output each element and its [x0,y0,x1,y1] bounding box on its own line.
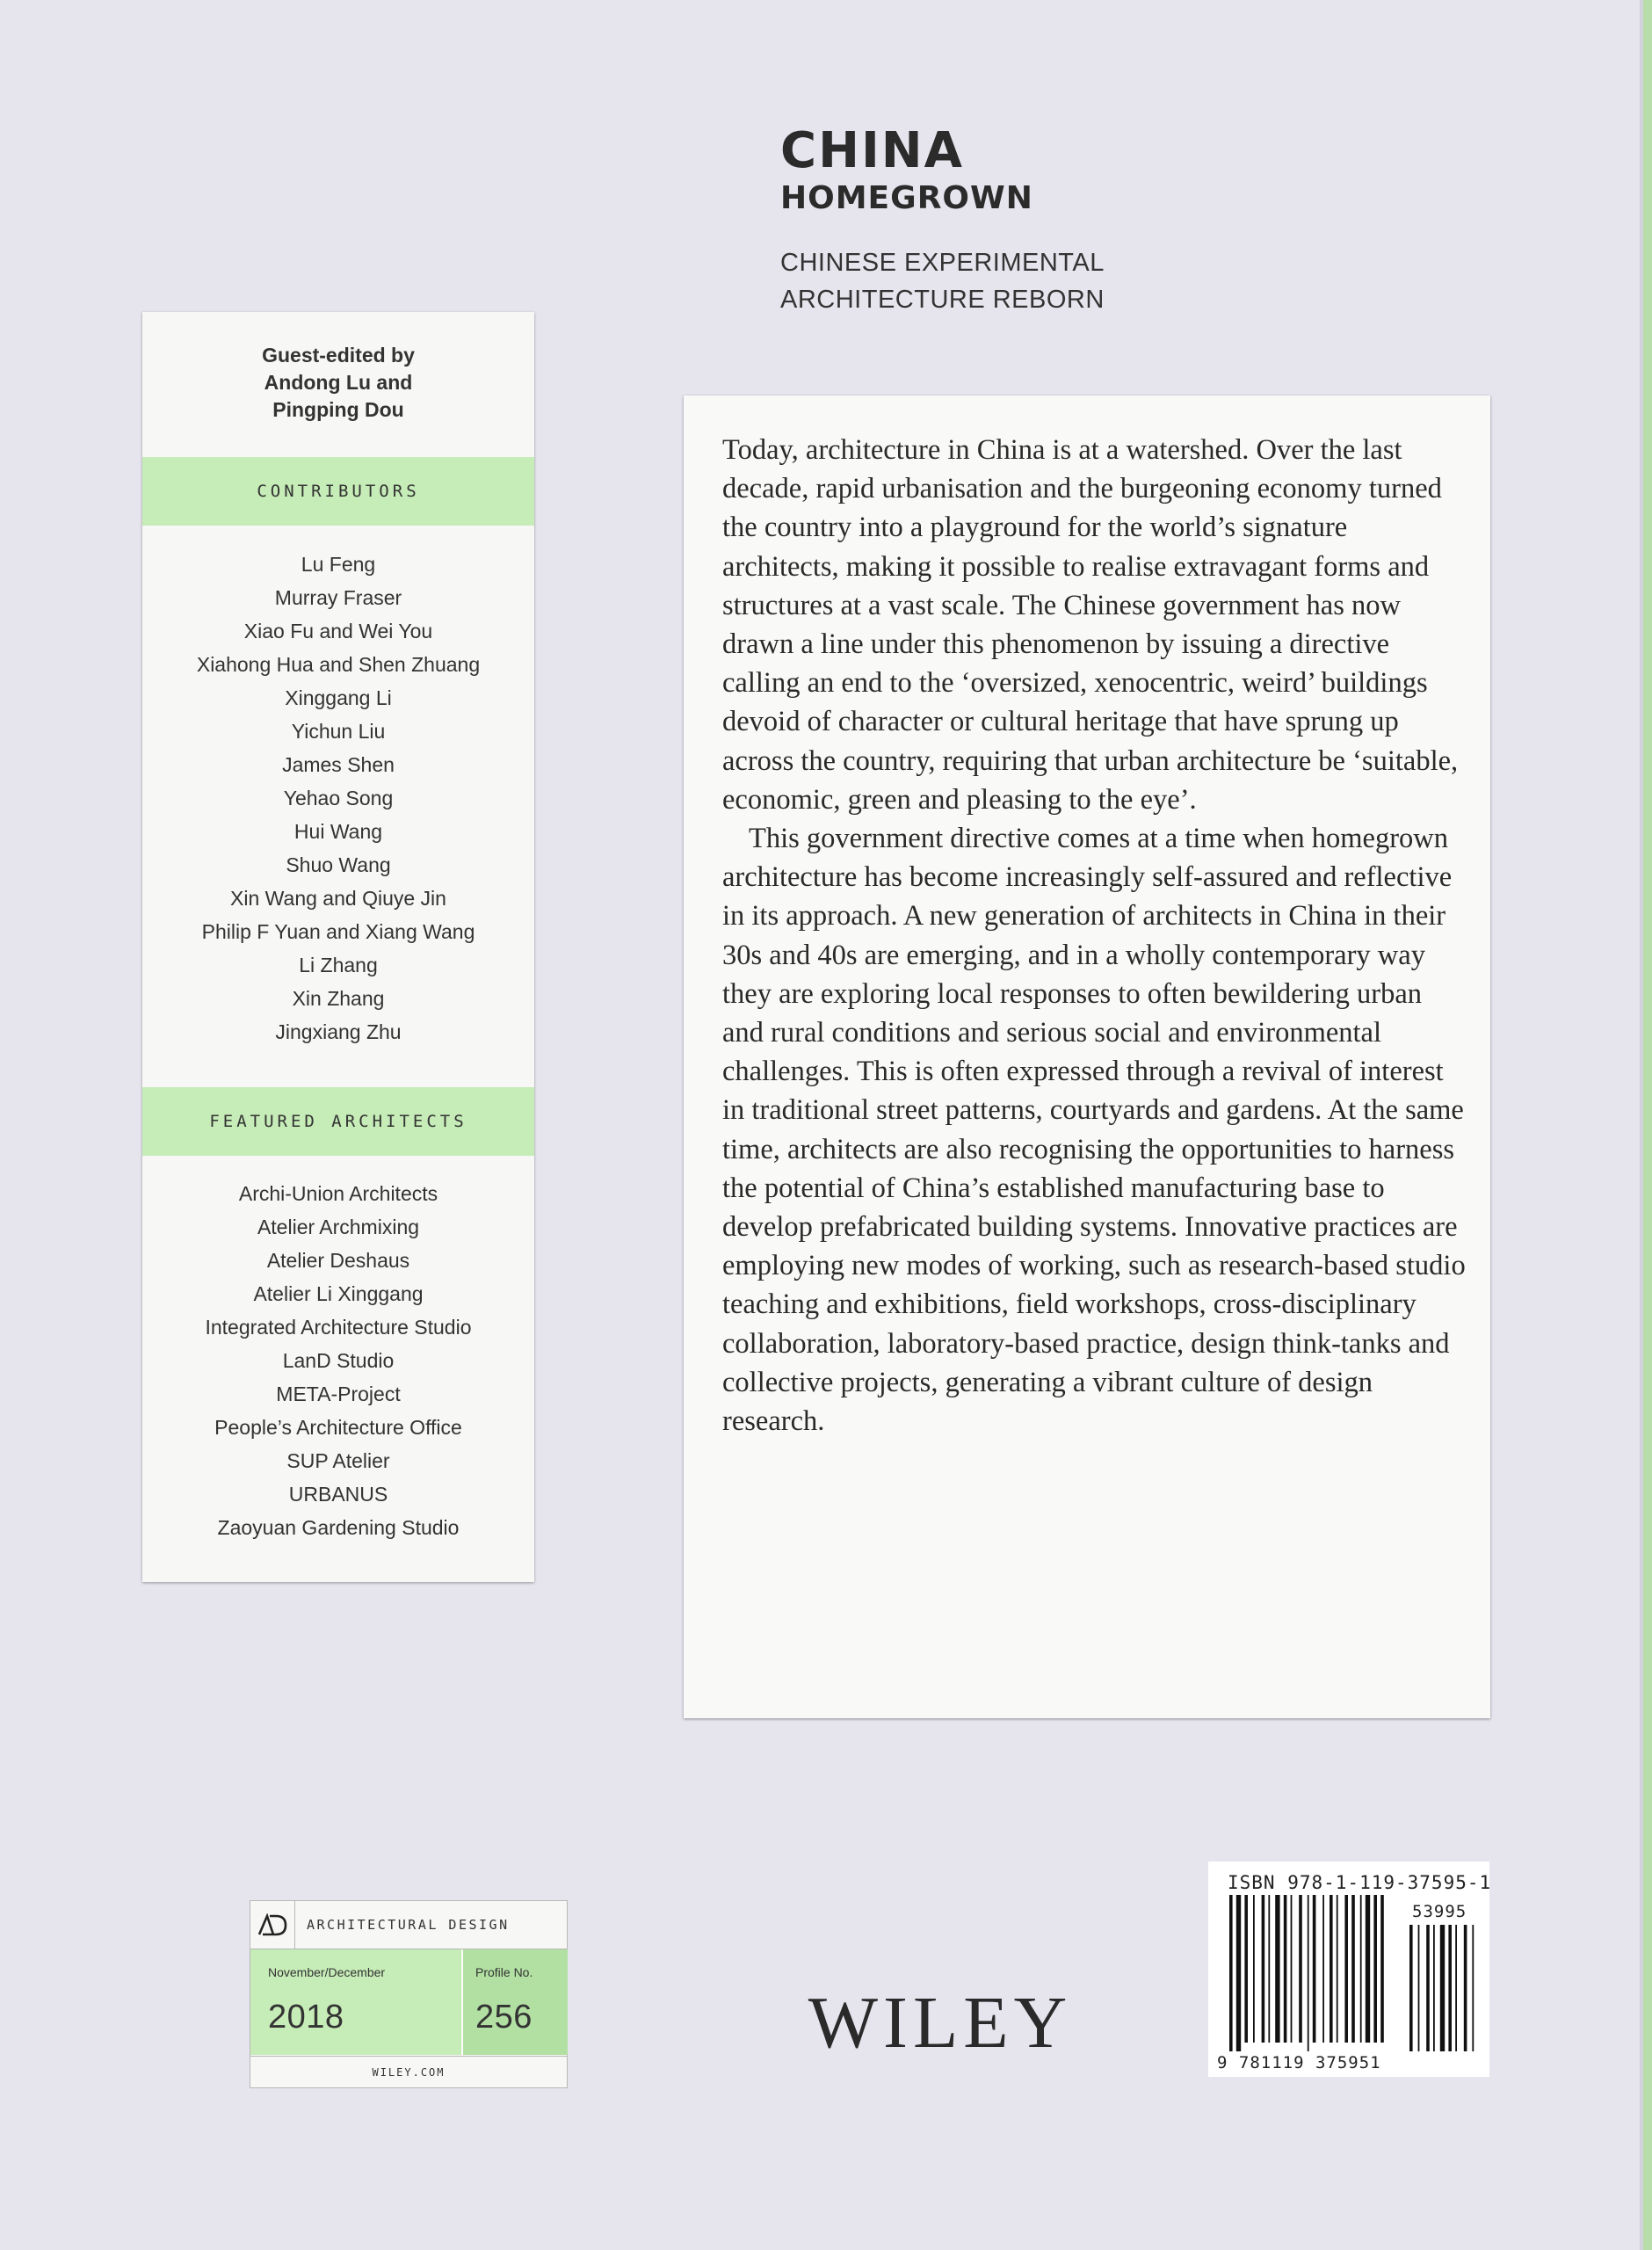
blurb-text [722,431,1469,1441]
barcode-bar [1313,1895,1316,2043]
contributors-list [142,548,534,1049]
barcode-bar [1244,1895,1248,2043]
barcode-bar [1373,1895,1377,2043]
issue-label: November/December [268,1965,386,1979]
barcode-bar [1351,1895,1355,2043]
addon-barcode-bar [1433,1925,1435,2051]
blurb-paragraph: Today, architecture in China is at a watershed. Over the last decade, rapid urbanisation and the burgeoning economy turned the country into a playground for the world’s signature architects, making it possible to realise extravagant forms and structures at a vast scale. The Chinese government has now drawn a line under this phenomenon by issuing a directive calling an end to the ‘oversized, xenocentric, weird’ buildings devoid of character or cultural heritage that have sprung up across the country, requiring that urban architecture be ‘suitable, economic, green and pleasing to the eye’. [722,434,1459,816]
description-line: ARCHITECTURE REBORN [780,286,1105,314]
addon-barcode-bar [1455,1925,1457,2051]
book-description [780,244,1105,318]
contributor-name: Lu Feng [301,553,376,576]
addon-barcode-bar [1448,1925,1452,2051]
badge-profile [462,1949,568,2055]
barcode-bar [1344,1895,1348,2043]
publisher-logo: WILEY [808,1982,1073,2064]
contributor-name: Philip F Yuan and Xiang Wang [201,920,475,943]
editors-line: Andong Lu and [264,371,413,394]
barcode-bar [1380,1895,1384,2043]
cover-edge-green [1643,0,1652,2250]
barcode-number: 9 781119 375951 [1217,2053,1381,2072]
addon-barcode-bar [1418,1925,1420,2051]
contributors-panel [142,312,534,1582]
architectural-design-badge [250,1900,568,2088]
isbn-text: ISBN 978-1-119-37595-1 [1228,1872,1492,1893]
architect-name: Integrated Architecture Studio [205,1316,472,1339]
architect-name: Atelier Li Xinggang [253,1282,424,1305]
addon-barcode-bar [1426,1925,1430,2051]
architect-name: Atelier Deshaus [266,1249,410,1272]
title-block [780,123,1105,318]
profile-number: 256 [475,1999,533,2036]
barcode-bar [1337,1895,1338,2043]
book-subtitle: HOMEGROWN [780,180,1033,216]
badge-header [250,1901,567,1949]
contributor-name: Xin Zhang [292,987,385,1010]
barcode-bar [1291,1895,1293,2043]
addon-barcode-bar [1472,1925,1474,2051]
contributor-name: Jingxiang Zhu [275,1020,402,1043]
barcode-bar [1322,1895,1324,2043]
editors-line: Pingping Dou [272,398,404,421]
featured-architects-heading: FEATURED ARCHITECTS [142,1087,534,1156]
barcode-bar [1229,1895,1233,2051]
contributor-name: Xin Wang and Qiuye Jin [230,887,446,910]
architect-name: Zaoyuan Gardening Studio [217,1516,460,1539]
architect-name: LanD Studio [282,1349,395,1372]
barcode-bar [1253,1895,1255,2043]
addon-barcode-bar [1409,1925,1413,2051]
barcode-bar [1360,1895,1362,2043]
barcode-bar [1299,1895,1302,2043]
barcode-bar [1366,1895,1370,2043]
barcode-bar [1284,1895,1287,2043]
badge-url: WILEY.COM [250,2056,567,2088]
contributor-name: Shuo Wang [286,853,391,876]
architect-name: META-Project [276,1383,401,1405]
contributor-name: James Shen [282,753,395,776]
addon-barcode-bar [1440,1925,1445,2051]
barcode-bar [1236,1895,1241,2051]
barcode-main-icon [1208,1862,1492,2077]
book-title: CHINA [780,122,965,179]
contributor-name: Hui Wang [293,820,383,843]
barcode-bar [1308,1895,1309,2051]
architect-name: People’s Architecture Office [214,1416,462,1439]
blurb-paragraph: This government directive comes at a time when homegrown architecture has become increasingly self-assured and reflective in its approach. A new generation of architects in China in their 30s and 40s are emerging, and in a wholly contemporary way they are exploring local responses to often bewildering urban and rural conditions and serious social and environmental challenges. This is often expressed through a revival of interest in traditional street patterns, courtyards and gardens. At the same time, architects are also recognising the opportunities to harness the potential of China’s established manufacturing base to develop prefabricated building systems. Innovative practices are employing new modes of working, such as research-based studio teaching and exhibitions, field workshops, cross-disciplinary collaboration, laboratory-based practice, design think-tanks and collective projects, generating a vibrant culture of design research. [722,823,1466,1438]
contributor-name: Li Zhang [299,954,378,976]
addon-barcode-bar [1464,1925,1467,2051]
architect-name: Atelier Archmixing [257,1216,420,1238]
contributor-name: Xinggang Li [285,686,392,709]
contributor-name: Yehao Song [283,787,394,809]
ad-logo-icon [250,1901,295,1949]
profile-label: Profile No. [475,1965,533,1979]
barcode-bar [1330,1895,1333,2043]
featured-architects-list [142,1177,534,1544]
barcode-label [1208,1862,1492,2077]
barcode-bar [1268,1895,1270,2043]
blurb-panel [684,396,1490,1718]
badge-issue [250,1949,461,2055]
description-line: CHINESE EXPERIMENTAL [780,249,1105,277]
contributor-name: Xiao Fu and Wei You [243,620,433,642]
editors-line: Guest-edited by [262,344,415,367]
architect-name: URBANUS [288,1483,388,1506]
contributors-heading: CONTRIBUTORS [142,457,534,526]
price-code: 53995 [1412,1902,1467,1921]
contributor-name: Murray Fraser [274,586,402,609]
guest-editors [142,312,534,424]
badge-label: ARCHITECTURAL DESIGN [307,1917,510,1933]
barcode-bar [1262,1895,1265,2043]
contributor-name: Yichun Liu [291,720,386,743]
issue-year: 2018 [268,1999,344,2036]
contributor-name: Xiahong Hua and Shen Zhuang [196,653,481,676]
barcode-bar [1275,1895,1279,2043]
architect-name: SUP Atelier [286,1449,390,1472]
architect-name: Archi-Union Architects [238,1182,438,1205]
